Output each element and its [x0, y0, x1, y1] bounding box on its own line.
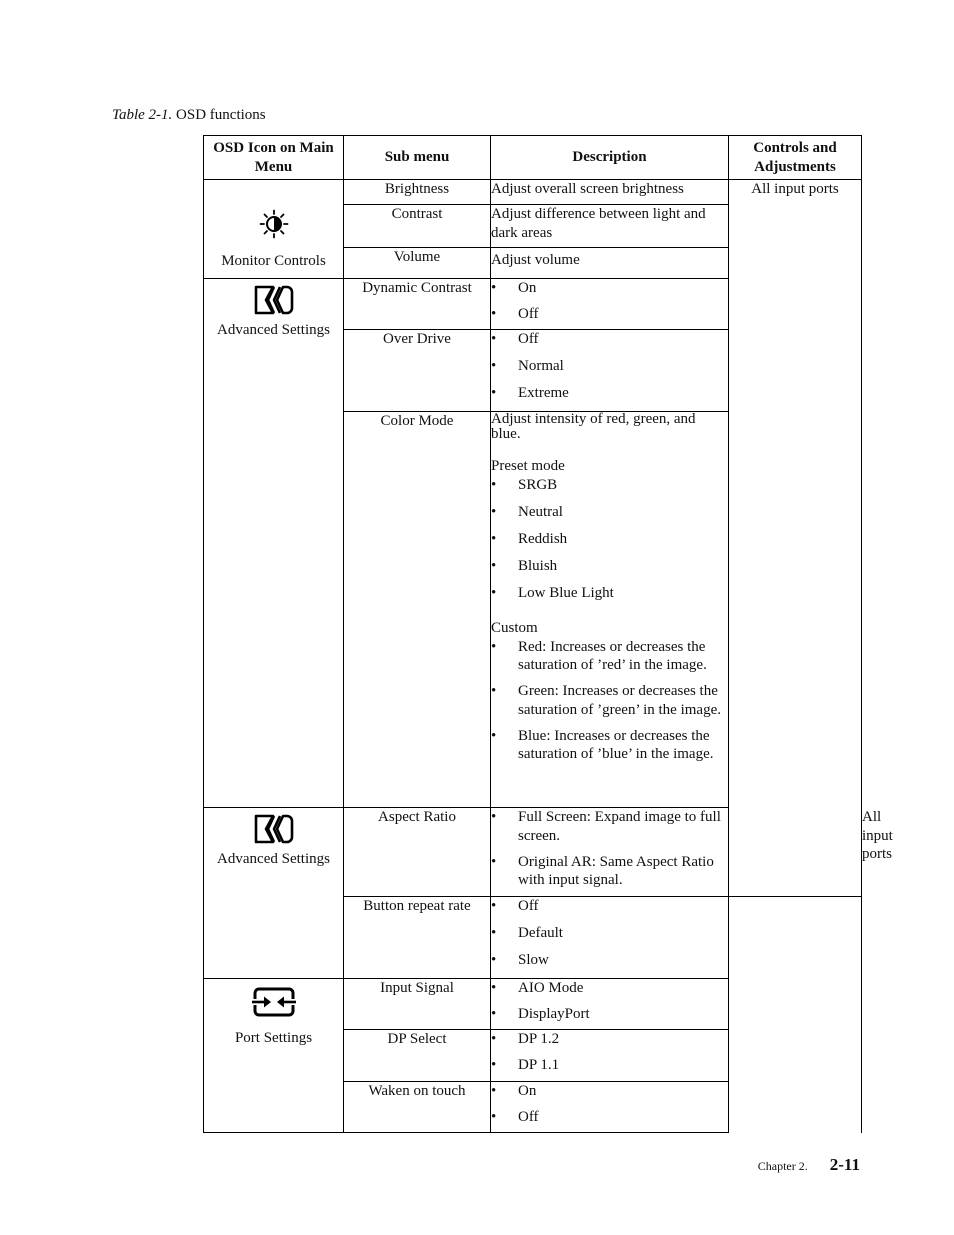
- list-item: • Reddish: [491, 530, 728, 549]
- list-item: • Normal: [491, 357, 728, 376]
- sub-menu-cell: Brightness: [344, 180, 491, 205]
- description-cell: Adjust volume: [491, 248, 729, 279]
- sub-menu-cell: Color Mode: [344, 412, 491, 808]
- header-osd-icon: OSD Icon on Main Menu: [204, 136, 344, 180]
- icon-label: Advanced Settings: [217, 851, 330, 867]
- monitor-controls-cell: [204, 180, 344, 279]
- list-item: • Off: [491, 330, 728, 349]
- description-cell: [491, 808, 729, 897]
- sub-menu-cell: DP Select: [344, 1030, 491, 1082]
- list-item: • Neutral: [491, 503, 728, 522]
- sub-menu-cell: Over Drive: [344, 330, 491, 412]
- table-caption: [112, 106, 266, 124]
- description-cell: Adjust difference between light and dark areas: [491, 205, 729, 248]
- preset-mode-title: Preset mode: [491, 458, 565, 474]
- table-caption-text: OSD functions: [176, 107, 266, 123]
- table-row: [204, 180, 862, 205]
- advanced-settings-cell: [204, 808, 344, 979]
- page-footer: [758, 1155, 860, 1175]
- description-cell: [491, 1082, 729, 1133]
- list-item: • Off: [491, 1108, 728, 1127]
- list-item: • Green: Increases or decreases the saturation of ’green’ in the image.: [491, 682, 728, 719]
- description-cell: [491, 897, 729, 979]
- list-item: • Bluish: [491, 557, 728, 576]
- list-item: • DP 1.2: [491, 1030, 728, 1049]
- list-item: • DisplayPort: [491, 1005, 728, 1024]
- icon-label: Port Settings: [234, 1030, 313, 1046]
- advanced-settings-icon: [253, 284, 295, 316]
- page-number: 2-11: [829, 1155, 860, 1174]
- list-item: • Full Screen: Expand image to full screen.: [491, 808, 728, 845]
- brightness-sun-icon: [259, 209, 289, 239]
- osd-functions-table: [203, 135, 893, 1133]
- list-item: • On: [491, 279, 728, 298]
- icon-label: Monitor Controls: [221, 253, 326, 269]
- list-item: • AIO Mode: [491, 979, 728, 998]
- list-item: • Blue: Increases or decreases the saturation of ’blue’ in the image.: [491, 727, 728, 764]
- table-row: [204, 979, 862, 1030]
- sub-menu-cell: Button repeat rate: [344, 897, 491, 979]
- description-cell: [491, 412, 729, 808]
- list-item: • On: [491, 1082, 728, 1101]
- list-item: • Default: [491, 924, 728, 943]
- sub-menu-cell: Dynamic Contrast: [344, 279, 491, 330]
- icon-label: Advanced Settings: [217, 322, 330, 338]
- list-item: • Off: [491, 897, 728, 916]
- port-settings-cell: [204, 979, 344, 1133]
- header-description: Description: [491, 136, 729, 180]
- custom-title: Custom: [491, 620, 538, 636]
- controls-cell: All input ports: [729, 180, 862, 897]
- description-cell: [491, 979, 729, 1030]
- list-item: • Original AR: Same Aspect Ratio with input signal.: [491, 853, 728, 890]
- list-item: • Red: Increases or decreases the saturation of ’red’ in the image.: [491, 638, 728, 675]
- header-sub-menu: Sub menu: [344, 136, 491, 180]
- description-cell: Adjust overall screen brightness: [491, 180, 729, 205]
- list-item: • Off: [491, 305, 728, 324]
- list-item: • Slow: [491, 951, 728, 970]
- list-item: • SRGB: [491, 476, 728, 495]
- list-item: • DP 1.1: [491, 1056, 728, 1075]
- color-mode-intro: Adjust intensity of red, green, and blue.: [491, 411, 696, 442]
- sub-menu-cell: Volume: [344, 248, 491, 279]
- sub-menu-cell: Input Signal: [344, 979, 491, 1030]
- description-cell: [491, 1030, 729, 1082]
- table-caption-label: Table 2-1.: [112, 107, 173, 123]
- header-controls: Controls and Adjustments: [729, 136, 862, 180]
- sub-menu-cell: Aspect Ratio: [344, 808, 491, 897]
- list-item: • Low Blue Light: [491, 584, 728, 603]
- advanced-settings-cell: [204, 279, 344, 808]
- table-row: Advanced Settings Aspect Ratio • Full Screen: Expand image to full screen. • Original AR: Same Aspect Ratio with input signal. All input ports: [204, 808, 862, 897]
- sub-menu-cell: Contrast: [344, 205, 491, 248]
- list-item: • Extreme: [491, 384, 728, 403]
- table-header-row: [204, 136, 862, 180]
- description-cell: [491, 279, 729, 330]
- port-settings-icon: [251, 986, 297, 1018]
- footer-chapter: Chapter 2.: [757, 1159, 808, 1173]
- description-cell: [491, 330, 729, 412]
- advanced-settings-icon: [253, 813, 295, 845]
- sub-menu-cell: Waken on touch: [344, 1082, 491, 1133]
